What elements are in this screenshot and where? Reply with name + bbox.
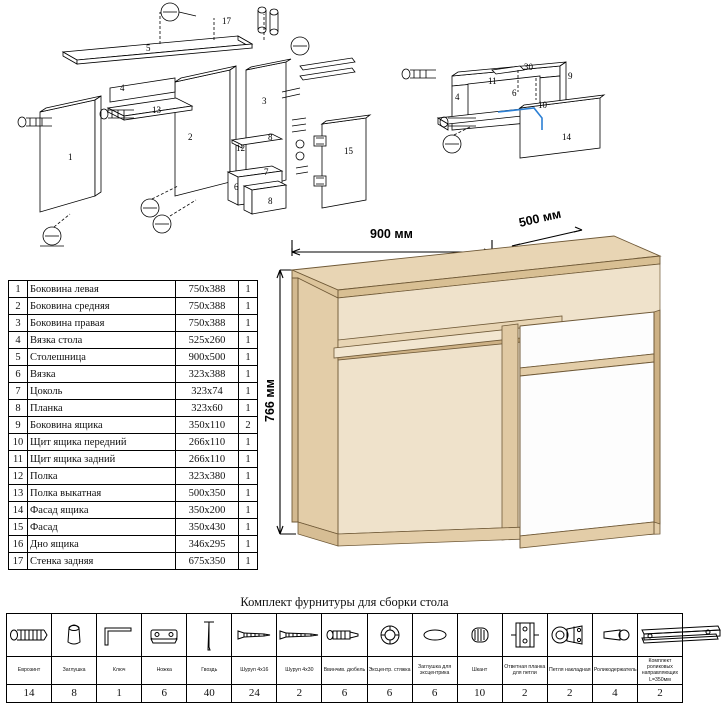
nail-icon (187, 614, 232, 657)
kit-item-count: 14 (7, 684, 52, 702)
parts-cell-name: Боковина правая (28, 315, 176, 332)
table-row (9, 400, 258, 417)
parts-cell-qty: 1 (239, 553, 258, 570)
kit-item-name: Заглушка (52, 657, 97, 685)
parts-cell-dim: 750х388 (176, 315, 239, 332)
table-row (9, 519, 258, 536)
svg-text:8: 8 (268, 196, 273, 206)
kit-item-name: Шуруп 4х30 (277, 657, 322, 685)
desk-perspective-drawing (262, 206, 686, 567)
kit-item-count: 1 (97, 684, 142, 702)
parts-cell-qty: 1 (239, 332, 258, 349)
kit-item-name: Еврозинт (7, 657, 52, 685)
kit-item-name: Ножка (142, 657, 187, 685)
parts-cell-qty: 1 (239, 519, 258, 536)
parts-cell-name: Столешница (28, 349, 176, 366)
parts-table (8, 280, 258, 570)
parts-cell-no: 13 (9, 485, 28, 502)
table-row (9, 281, 258, 298)
svg-text:3: 3 (262, 96, 267, 106)
kit-item-name: Шкант (457, 657, 502, 685)
table-row (9, 468, 258, 485)
parts-cell-name: Вязка (28, 366, 176, 383)
slide-set-icon (637, 614, 682, 657)
parts-cell-qty: 1 (239, 485, 258, 502)
kit-title: Комплект фурнитуры для сборки стола (240, 595, 449, 609)
table-row (9, 434, 258, 451)
parts-cell-name: Цоколь (28, 383, 176, 400)
table-row (9, 332, 258, 349)
parts-cell-dim: 266х110 (176, 451, 239, 468)
parts-cell-name: Планка (28, 400, 176, 417)
parts-list-table (8, 280, 258, 570)
svg-text:17: 17 (222, 16, 231, 26)
kit-item-name: Комплект роликовых направляющих L=350мм (637, 657, 682, 685)
table-row (9, 451, 258, 468)
hardware-kit-table (6, 613, 683, 703)
parts-cell-name: Щит ящика передний (28, 434, 176, 451)
kit-item-count: 6 (142, 684, 187, 702)
parts-cell-qty: 1 (239, 400, 258, 417)
parts-cell-dim: 350х430 (176, 519, 239, 536)
table-row (9, 315, 258, 332)
parts-cell-name: Вязка стола (28, 332, 176, 349)
parts-cell-dim: 323х380 (176, 468, 239, 485)
parts-cell-no: 11 (9, 451, 28, 468)
table-row (9, 417, 258, 434)
parts-cell-dim: 266х110 (176, 434, 239, 451)
table-row (9, 298, 258, 315)
table-row (9, 383, 258, 400)
kit-item-name: Шуруп 4х16 (232, 657, 277, 685)
parts-cell-qty: 1 (239, 366, 258, 383)
kit-item-count: 8 (52, 684, 97, 702)
parts-cell-no: 7 (9, 383, 28, 400)
svg-text:7: 7 (264, 167, 269, 177)
exploded-assembly-diagram (0, 0, 689, 250)
kit-item-count: 6 (412, 684, 457, 702)
screw-4x16-icon (232, 614, 277, 657)
parts-cell-dim: 900х500 (176, 349, 239, 366)
parts-cell-qty: 1 (239, 281, 258, 298)
parts-cell-qty: 1 (239, 468, 258, 485)
svg-text:6: 6 (234, 182, 239, 192)
parts-cell-no: 4 (9, 332, 28, 349)
parts-cell-dim: 350х110 (176, 417, 239, 434)
svg-text:6: 6 (512, 88, 517, 98)
parts-cell-no: 2 (9, 298, 28, 315)
parts-cell-no: 14 (9, 502, 28, 519)
kit-item-name: Заглушка для эксцентрика (412, 657, 457, 685)
table-row (9, 536, 258, 553)
parts-cell-no: 3 (9, 315, 28, 332)
parts-cell-name: Полка (28, 468, 176, 485)
parts-cell-no: 5 (9, 349, 28, 366)
kit-item-count: 40 (187, 684, 232, 702)
parts-cell-no: 17 (9, 553, 28, 570)
kit-item-count: 10 (457, 684, 502, 702)
kit-item-name: Ответная планка для петли (502, 657, 547, 685)
screw-4x30-icon (277, 614, 322, 657)
parts-cell-qty: 2 (239, 417, 258, 434)
parts-cell-no: 16 (9, 536, 28, 553)
foot-icon (142, 614, 187, 657)
svg-text:14: 14 (562, 132, 571, 142)
svg-text:4: 4 (120, 83, 125, 93)
parts-cell-qty: 1 (239, 434, 258, 451)
parts-cell-no: 6 (9, 366, 28, 383)
parts-cell-dim: 323х74 (176, 383, 239, 400)
parts-cell-dim: 750х388 (176, 298, 239, 315)
svg-text:11: 11 (488, 76, 497, 86)
eccentric-tie-icon (367, 614, 412, 657)
parts-cell-name: Щит ящика задний (28, 451, 176, 468)
parts-cell-dim: 323х60 (176, 400, 239, 417)
parts-cell-qty: 1 (239, 315, 258, 332)
parts-cell-qty: 1 (239, 451, 258, 468)
kit-item-count: 6 (367, 684, 412, 702)
dowel-icon (457, 614, 502, 657)
table-row (9, 502, 258, 519)
depth-dimension-label: 500 мм (517, 206, 563, 230)
parts-cell-no: 9 (9, 417, 28, 434)
parts-cell-no: 1 (9, 281, 28, 298)
parts-cell-qty: 1 (239, 502, 258, 519)
roller-holder-icon (592, 614, 637, 657)
euro-screw-icon (7, 614, 52, 657)
table-row (9, 366, 258, 383)
svg-text:2: 2 (188, 132, 193, 142)
kit-item-name: Ключ (97, 657, 142, 685)
hinge-plate-icon (502, 614, 547, 657)
parts-cell-dim: 346х295 (176, 536, 239, 553)
kit-item-count: 2 (547, 684, 592, 702)
parts-cell-name: Боковина ящика (28, 417, 176, 434)
height-dimension-label: 766 мм (263, 379, 277, 422)
kit-item-name: Эксцентр. стяжка (367, 657, 412, 685)
parts-cell-no: 12 (9, 468, 28, 485)
table-row (9, 485, 258, 502)
parts-cell-qty: 1 (239, 383, 258, 400)
parts-cell-dim: 500х350 (176, 485, 239, 502)
parts-cell-no: 10 (9, 434, 28, 451)
hex-key-icon (97, 614, 142, 657)
kit-item-count: 24 (232, 684, 277, 702)
svg-text:4: 4 (455, 92, 460, 102)
parts-cell-name: Фасад (28, 519, 176, 536)
cap-icon (52, 614, 97, 657)
svg-text:15: 15 (344, 146, 353, 156)
parts-cell-dim: 323х388 (176, 366, 239, 383)
kit-item-count: 6 (322, 684, 367, 702)
parts-cell-dim: 350х200 (176, 502, 239, 519)
parts-cell-name: Боковина левая (28, 281, 176, 298)
parts-cell-name: Стенка задняя (28, 553, 176, 570)
hinge-icon (547, 614, 592, 657)
kit-item-count: 2 (277, 684, 322, 702)
svg-text:10: 10 (538, 100, 547, 110)
parts-cell-dim: 750х388 (176, 281, 239, 298)
svg-text:30: 30 (524, 62, 533, 72)
parts-cell-dim: 675х350 (176, 553, 239, 570)
svg-text:13: 13 (152, 105, 161, 115)
parts-cell-dim: 525х260 (176, 332, 239, 349)
parts-cell-qty: 1 (239, 536, 258, 553)
table-row (9, 553, 258, 570)
parts-cell-qty: 1 (239, 298, 258, 315)
parts-cell-name: Дно ящика (28, 536, 176, 553)
hardware-kit-section (6, 595, 683, 703)
parts-cell-qty: 1 (239, 349, 258, 366)
eccentric-cap-icon (412, 614, 457, 657)
svg-text:9: 9 (568, 71, 573, 81)
parts-cell-name: Боковина средняя (28, 298, 176, 315)
confirmat-icon (322, 614, 367, 657)
kit-item-name: Роликодержатель (592, 657, 637, 685)
width-dimension-label: 900 мм (370, 227, 413, 241)
parts-cell-no: 8 (9, 400, 28, 417)
svg-text:12: 12 (236, 143, 245, 153)
parts-cell-name: Полка выкатная (28, 485, 176, 502)
parts-cell-no: 15 (9, 519, 28, 536)
table-row (9, 349, 258, 366)
svg-text:8: 8 (268, 132, 273, 142)
kit-item-count: 2 (637, 684, 682, 702)
kit-item-name: Ввинчив. дюбель (322, 657, 367, 685)
svg-text:1: 1 (68, 152, 73, 162)
kit-item-name: Петля накладная (547, 657, 592, 685)
kit-item-count: 4 (592, 684, 637, 702)
svg-text:5: 5 (146, 43, 151, 53)
kit-item-name: Гвоздь (187, 657, 232, 685)
parts-cell-name: Фасад ящика (28, 502, 176, 519)
kit-item-count: 2 (502, 684, 547, 702)
